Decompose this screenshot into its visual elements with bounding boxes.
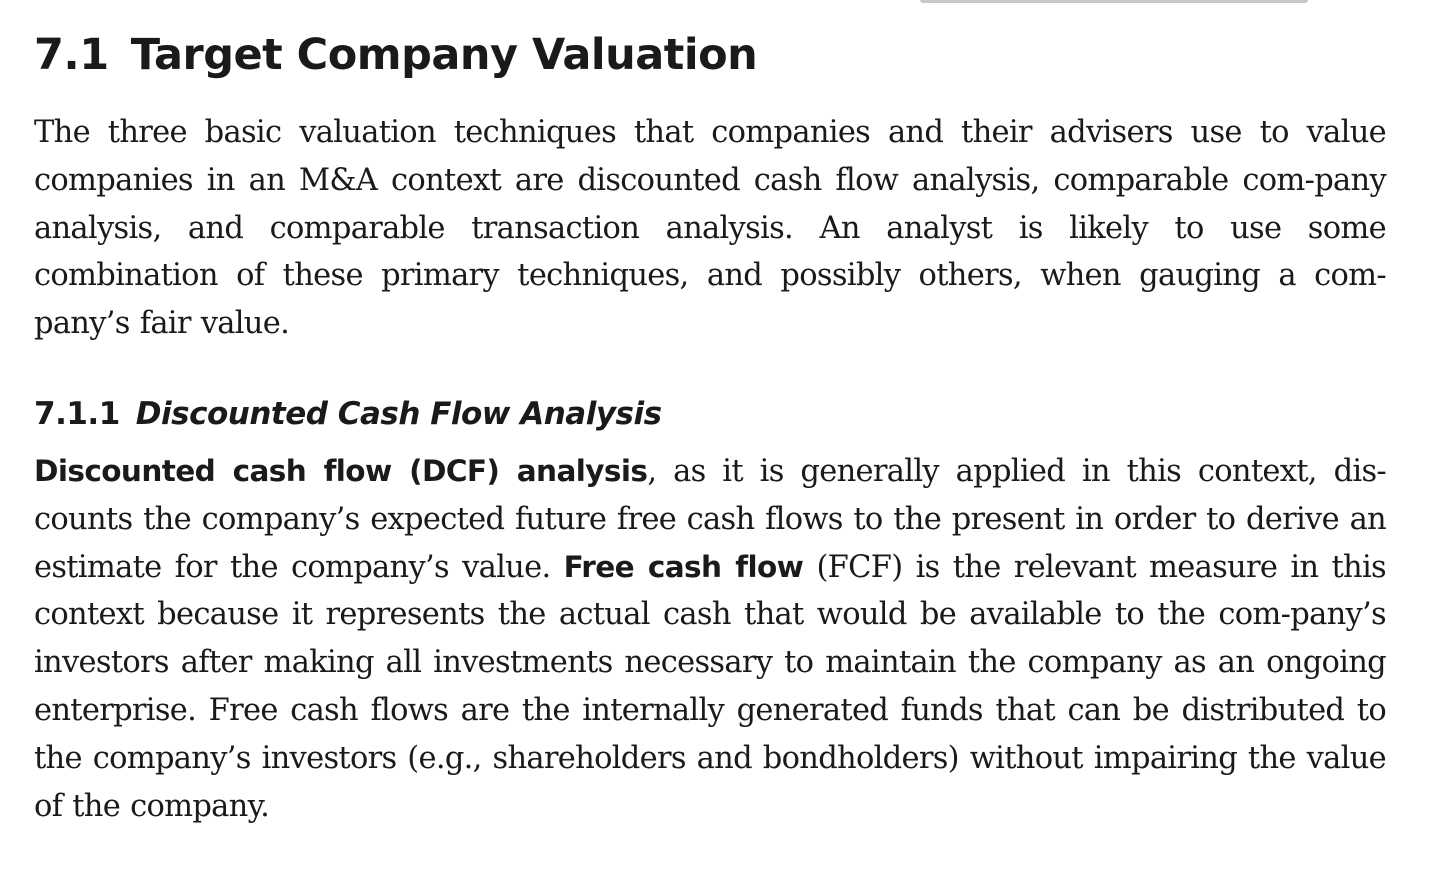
- subsection-number: 7.1.1: [34, 395, 120, 432]
- dcf-text-2: (FCF) is the relevant measure in this context because it represents the actual cash that would be available to the com-pany’s investors after making all investments necessary to maintain the company as an ongoing enterprise. Free cash flows are the internally generated funds that can be distributed to the company’s investors (e.g., shareholders and bondholders) without impairing the value of the company.: [34, 549, 1386, 824]
- section-number: 7.1: [34, 30, 109, 80]
- dcf-term: Discounted cash flow (DCF) analysis: [34, 453, 648, 488]
- document-page: [34, 24, 1386, 830]
- subsection-title: Discounted Cash Flow Analysis: [135, 395, 662, 432]
- dcf-text-1: , as it is generally applied in this context, dis-counts the company’s expected future free cash flows to the present in order to derive an estimate for the company’s value.: [34, 453, 1387, 585]
- fcf-term: Free cash flow: [563, 549, 804, 584]
- intro-paragraph: The three basic valuation techniques that companies and their advisers use to value companies in an M&A context are discounted cash flow analysis, comparable com-pany analysis, and comparable transaction analysis. An analyst is likely to use some combination of these primary techniques, and possibly others, when gauging a com-pany’s fair value.: [34, 115, 1386, 342]
- window-edge-bar: [920, 0, 1308, 3]
- dcf-paragraph: [34, 448, 1386, 830]
- subsection-heading: [34, 390, 1386, 438]
- section-title: Target Company Valuation: [130, 30, 758, 80]
- section-heading: [34, 24, 1386, 86]
